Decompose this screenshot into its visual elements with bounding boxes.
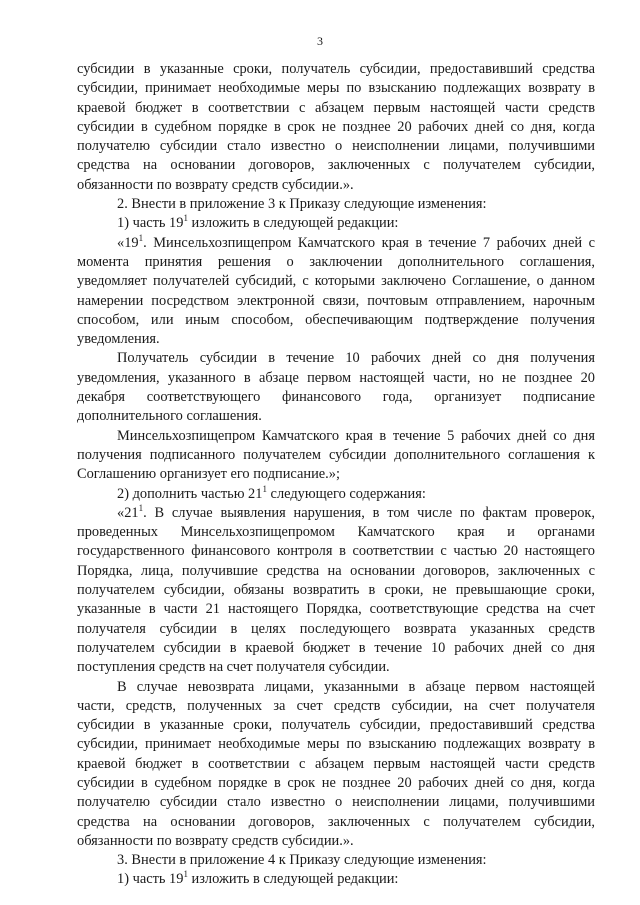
- text-line: получателю субсидии стало известно о неисполнении лицами, получившими: [77, 138, 595, 155]
- text-line: уведомляет получателей субсидий, с которыми заключено Соглашение, о данном: [77, 273, 595, 290]
- text-line: краевой бюджет в соответствии с абзацем первым настоящей части средств: [77, 99, 595, 116]
- text-line: субсидии, принимает необходимые меры по взысканию подлежащих возврату в: [77, 736, 595, 753]
- text-line: получателем субсидии в краевой бюджет в течение 10 рабочих дней со дня: [77, 639, 595, 656]
- text-line: «$19^1$. Минсельхозпищепром Камчатского края в течение 7 рабочих дней с: [117, 232, 595, 251]
- text-line: 1) часть $19^1$ изложить в следующей редакции:: [117, 869, 399, 888]
- text-line: Порядка, лица, получившие средства на основании договоров, заключенных с: [77, 562, 595, 579]
- text-line: 3. Внести в приложение 4 к Приказу следующие изменения:: [117, 852, 487, 869]
- text-line: краевой бюджет в соответствии с абзацем первым настоящей части средств: [77, 755, 595, 772]
- text-line: средства на основании договоров, заключенных с получателем субсидии,: [77, 157, 595, 174]
- text-line: указанные в части 21 настоящего Порядка, соответствующие средства на счет: [77, 601, 595, 618]
- text-line: способом, или иным способом, обеспечивающим подтверждение получения: [77, 311, 595, 328]
- text-line: получателем субсидии, обязаны возвратить в сроки, не превышающие сроки,: [77, 582, 595, 599]
- text-line: поступления средств на счет получателя субсидии.: [77, 659, 390, 676]
- text-line: обязанности по возврату средств субсидии.».: [77, 176, 354, 193]
- text-line: получателя субсидии в целях последующего возврата указанных средств: [77, 620, 595, 637]
- text-line: 2. Внести в приложение 3 к Приказу следующие изменения:: [117, 196, 487, 213]
- text-line: Соглашению организует его подписание.»;: [77, 466, 340, 483]
- text-line: момента принятия решения о заключении дополнительного соглашения,: [77, 253, 595, 270]
- text-line: средства на основании договоров, заключенных с получателем субсидии,: [77, 813, 595, 830]
- text-line: В случае невозврата лицами, указанными в абзаце первом настоящей: [117, 678, 595, 695]
- text-line: намерении посредством электронной связи, почтовым отправлением, нарочным: [77, 292, 595, 309]
- text-line: части, средств, полученных за счет средств субсидии, на счет получателя: [77, 697, 595, 714]
- text-line: дополнительного соглашения.: [77, 408, 262, 425]
- text-line: получателю субсидии стало известно о неисполнении лицами, получившими: [77, 794, 595, 811]
- text-line: уведомления.: [77, 331, 160, 348]
- text-line: получения подписанного получателем субсидии дополнительного соглашения к: [77, 446, 595, 463]
- text-line: декабря соответствующего финансового года, организует подписание: [77, 389, 595, 406]
- text-line: государственного финансового контроля в соответствии с частью 20 настоящего: [77, 543, 595, 560]
- text-line: субсидии в указанные сроки, получатель субсидии, предоставивший средства: [77, 717, 595, 734]
- text-line: обязанности по возврату средств субсидии.».: [77, 832, 354, 849]
- text-line: субсидии, принимает необходимые меры по взысканию подлежащих возврату в: [77, 80, 595, 97]
- text-line: субсидии в судебном порядке в срок не позднее 20 рабочих дней со дня, когда: [77, 774, 595, 791]
- text-line: 2) дополнить частью $21^1$ следующего содержания:: [117, 483, 426, 502]
- text-line: Минсельхозпищепром Камчатского края в течение 5 рабочих дней со дня: [117, 427, 595, 444]
- document-body: [77, 60, 595, 890]
- text-line: «$21^1$. В случае выявления нарушения, в том числе по фактам проверок,: [117, 503, 595, 521]
- text-line: уведомления, указанного в абзаце первом настоящей части, но не позднее 20: [77, 369, 595, 386]
- page-number: 3: [317, 34, 323, 48]
- text-line: субсидии в указанные сроки, получатель субсидии, предоставивший средства: [77, 61, 595, 77]
- text-line: субсидии в судебном порядке в срок не позднее 20 рабочих дней со дня, когда: [77, 118, 595, 135]
- text-line: 1) часть $19^1$ изложить в следующей редакции:: [117, 213, 399, 232]
- text-line: Получатель субсидии в течение 10 рабочих дней со дня получения: [117, 350, 595, 367]
- text-line: проведенных Минсельхозпищепромом Камчатского края и органами: [77, 524, 595, 541]
